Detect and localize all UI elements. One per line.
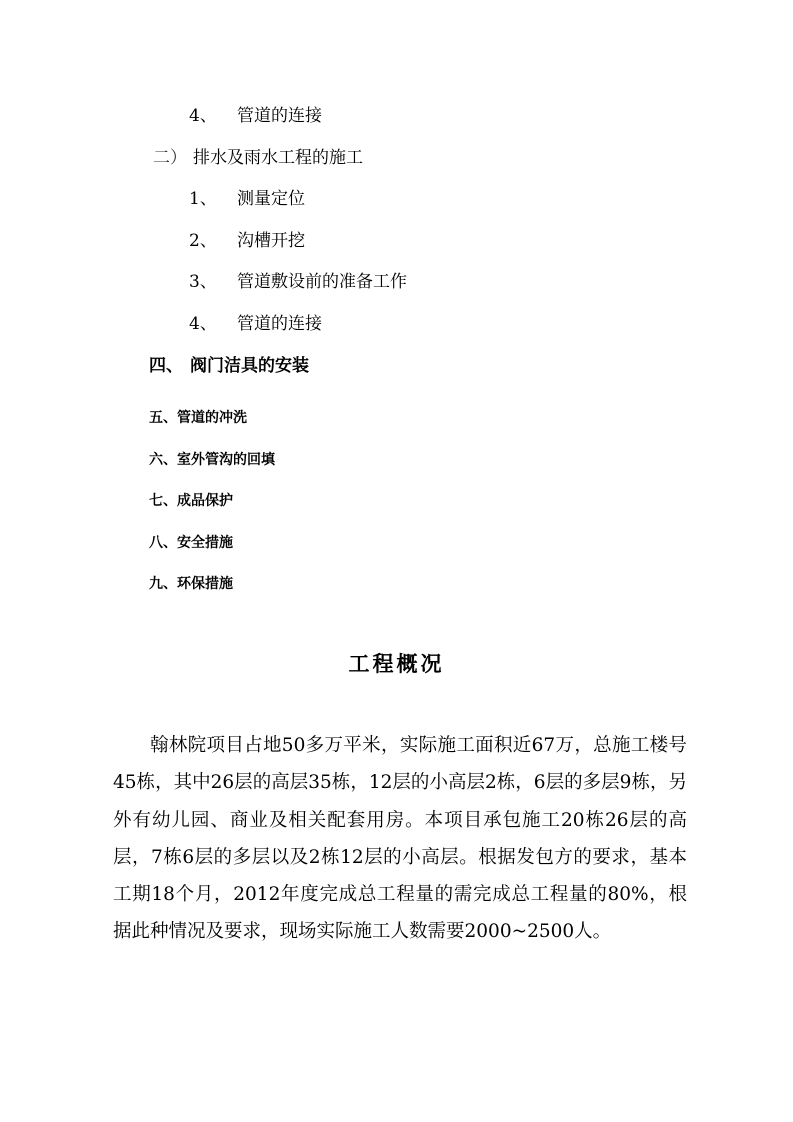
toc-major-number: 四、 [149, 356, 183, 376]
toc-item-label: 管道的连接 [237, 106, 322, 126]
toc-minor-item: 七、成品保护 [149, 493, 233, 509]
toc-major-label: 阀门洁具的安装 [190, 356, 309, 376]
toc-item-label: 管道的连接 [237, 314, 322, 334]
toc-item [189, 108, 322, 125]
toc-major-heading [149, 358, 309, 375]
toc-item-number: 4、 [189, 314, 217, 334]
toc-item [189, 274, 407, 291]
toc-section-heading [153, 150, 363, 167]
section-title: 工程概况 [348, 652, 445, 676]
toc-minor-item: 九、环保措施 [149, 576, 233, 592]
toc-item [189, 233, 305, 250]
toc-item-number: 3、 [189, 272, 217, 292]
toc-section-number: 二） [153, 148, 187, 168]
toc-item-label: 沟槽开挖 [237, 231, 305, 251]
toc-minor-item: 六、室外管沟的回填 [149, 452, 275, 468]
toc-section-label: 排水及雨水工程的施工 [193, 148, 363, 168]
toc-minor-item: 八、安全措施 [149, 535, 233, 551]
toc-item-number: 4、 [189, 106, 217, 126]
toc-item-number: 1、 [189, 189, 217, 209]
overview-paragraph: 翰林院项目占地50多万平米，实际施工面积近67万，总施工楼号45栋，其中26层的高层35栋，12层的小高层2栋，6层的多层9栋，另外有幼儿园、商业及相关配套用房。本项目承包施工20栋26层的高层，7栋6层的多层以及2栋12层的小高层。根据发包方的要求，基本工期18个月，2012年度完成总工程量的需完成总工程量的80%，根据此种情况及要求，现场实际施工人数需要2000~2500人。 [113, 735, 687, 943]
toc-item-label: 管道敷设前的准备工作 [237, 272, 407, 292]
toc-item [189, 316, 322, 333]
toc-item-number: 2、 [189, 231, 217, 251]
toc-item-label: 测量定位 [237, 189, 305, 209]
toc-item [189, 191, 305, 208]
toc-minor-item: 五、管道的冲洗 [149, 410, 247, 426]
